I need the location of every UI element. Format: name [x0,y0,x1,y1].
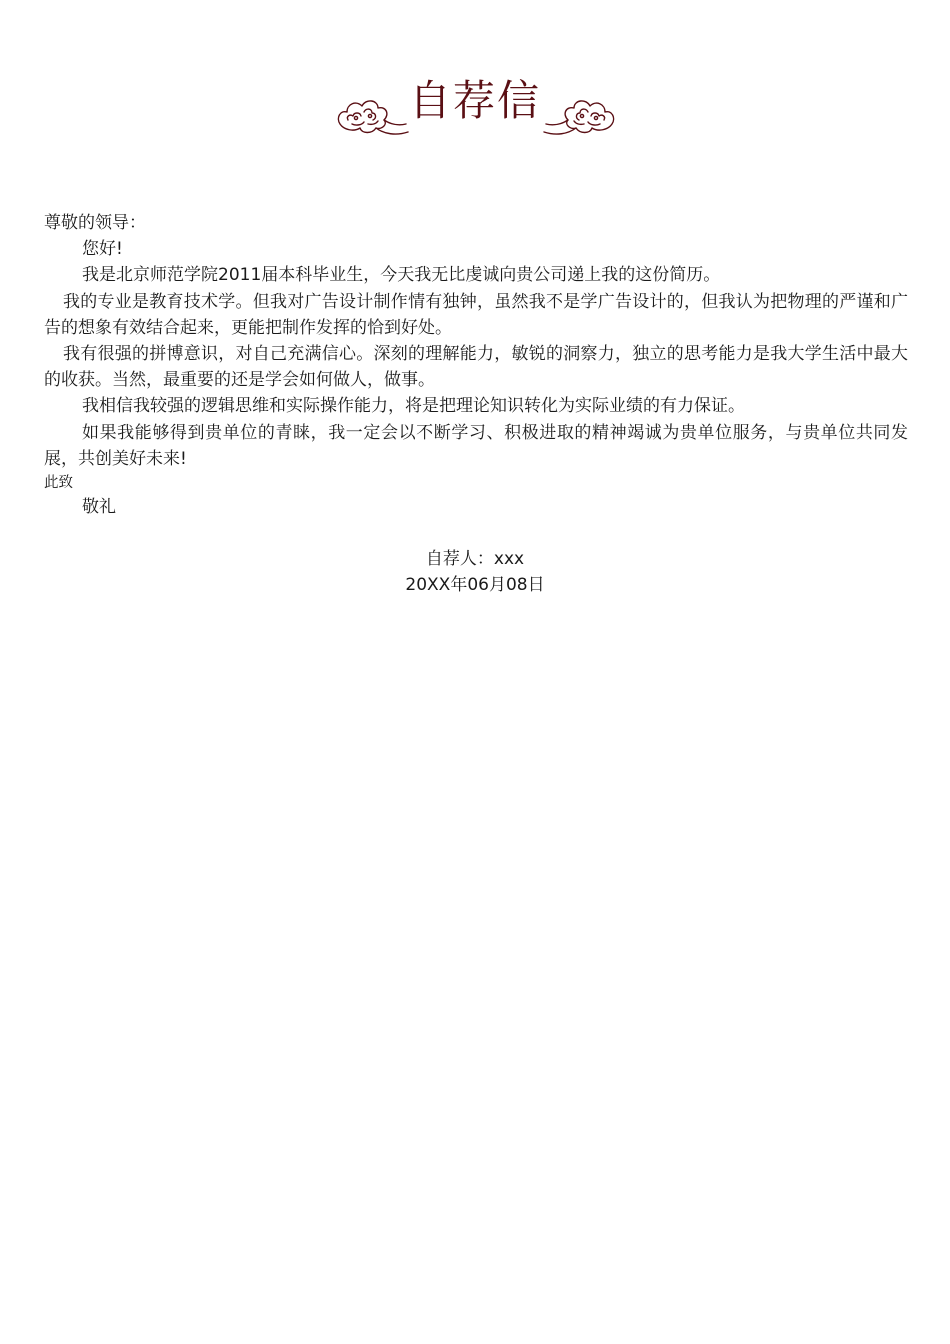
salutation: 尊敬的领导： [44,213,146,233]
signature-block [0,546,950,598]
greeting: 您好! [82,239,123,260]
letter-body [44,210,908,520]
signer: 自荐人：xxx [425,549,525,569]
paragraph-confidence: 我有很强的拼博意识，对自己充满信心。深刻的理解能力，敏锐的洞察力，独立的思考能力是我大学生活中最大的收获。当然，最重要的还是学会如何做人，做事。 [44,344,908,391]
paragraph-intro: 我是北京师范学院2011届本科毕业生，今天我无比虔诚向贵公司递上我的这份简历。 [82,265,721,286]
auspicious-cloud-icon [542,94,618,140]
closing-ci-zhi: 此致 [44,475,73,492]
title-block [0,68,950,148]
page-title: 自荐信 [408,76,541,125]
paragraph-skills: 我相信我较强的逻辑思维和实际操作能力，将是把理论知识转化为实际业绩的有力保证。 [82,396,745,417]
date: 20XX年06月08日 [405,575,545,595]
paragraph-major: 我的专业是教育技术学。但我对广告设计制作情有独钟，虽然我不是学广告设计的，但我认为把物理的严谨和广告的想象有效结合起来，更能把制作发挥的恰到好处。 [44,291,908,338]
closing-jing-li: 敬礼 [82,497,116,518]
paragraph-commitment: 如果我能够得到贵单位的青睐，我一定会以不断学习、积极进取的精神竭诚为贵单位服务，与贵单位共同发展，共创美好未来! [44,422,908,469]
